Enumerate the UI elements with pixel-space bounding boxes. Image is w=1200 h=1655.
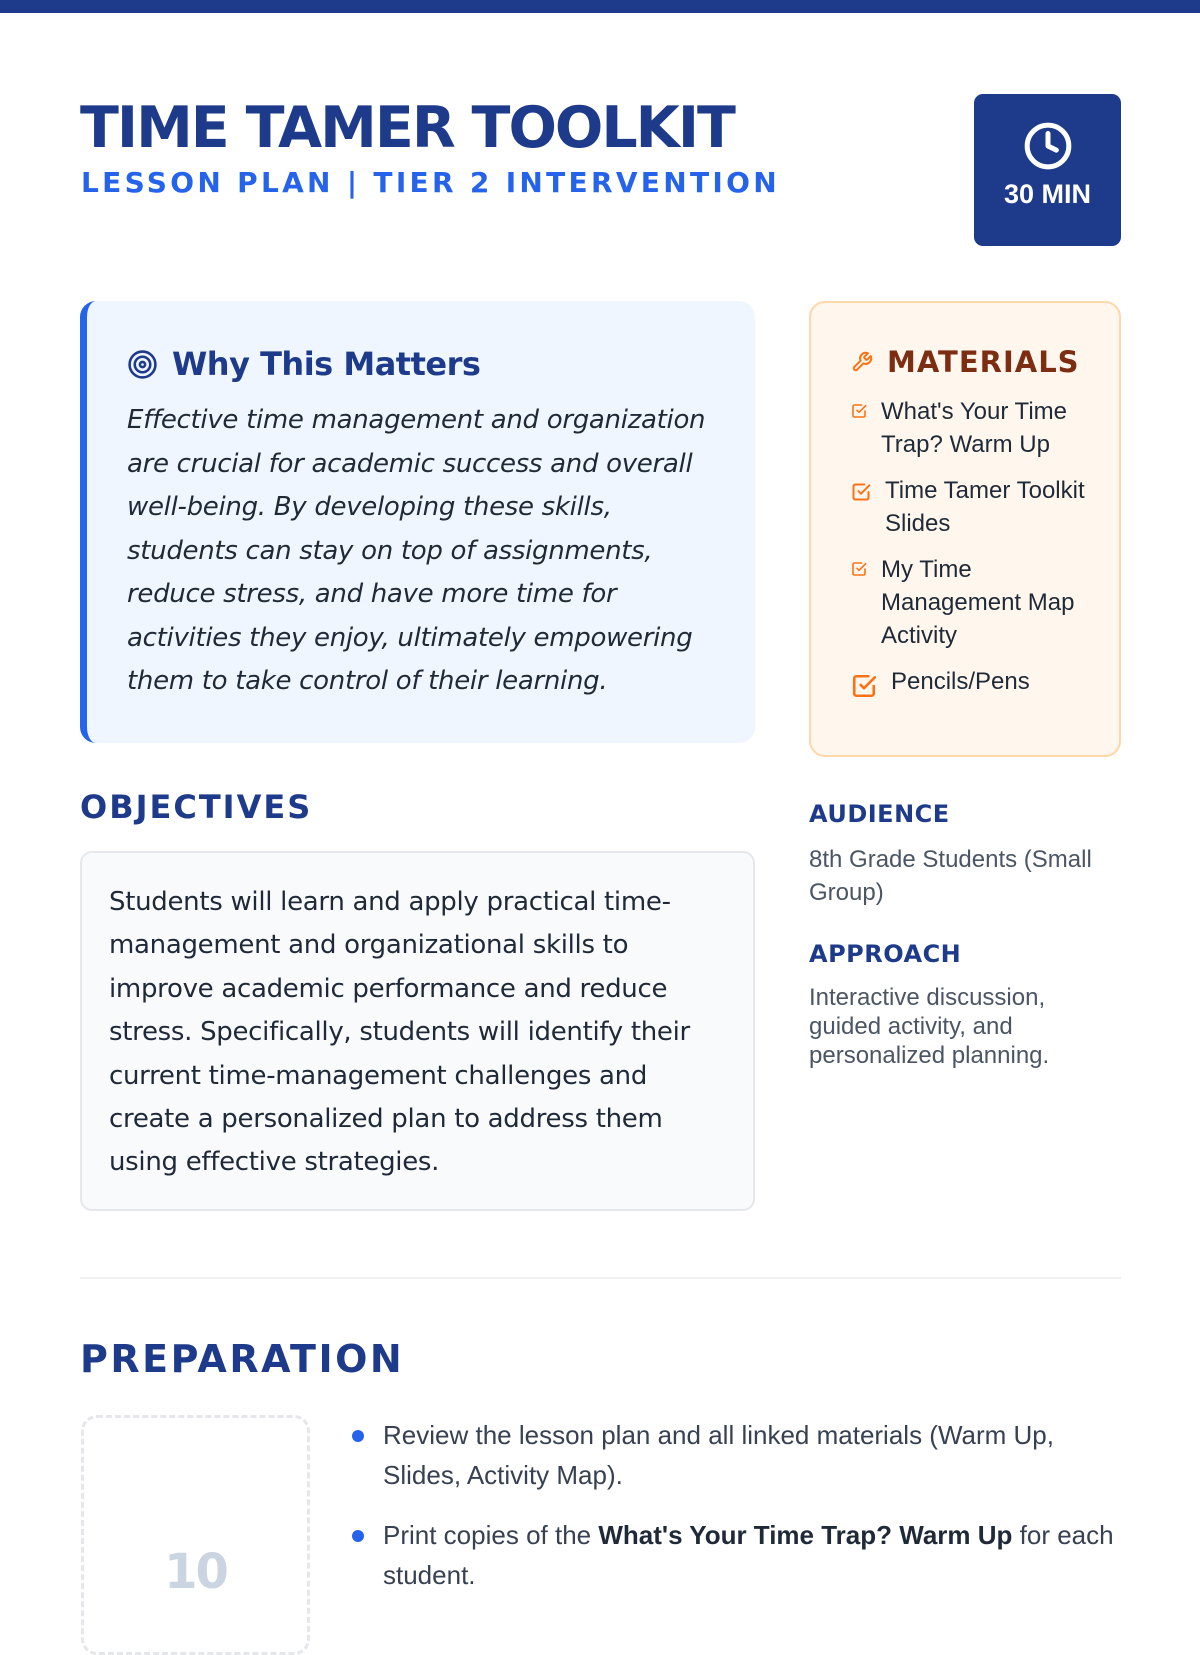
material-label: Time Tamer Toolkit Slides — [885, 477, 1085, 537]
materials-list — [851, 395, 1099, 699]
material-label: Pencils/Pens — [891, 668, 1030, 695]
material-label: What's Your Time Trap? Warm Up — [881, 398, 1067, 458]
section-divider — [80, 1277, 1121, 1279]
why-this-matters-card — [80, 301, 755, 743]
preparation-heading: PREPARATION — [80, 1337, 405, 1381]
preparation-text: Print copies of the What's Your Time Trap? Warm Up for each student. — [383, 1520, 1114, 1590]
objectives-text: Students will learn and apply practical time-management and organizational skills to improve academic performance and reduce stress. Specifically, students will identify their current time-management challenges and create a personalized plan to address them using effective strategies. — [109, 887, 690, 1178]
checkbox-icon — [851, 482, 871, 502]
checkbox-icon — [851, 673, 877, 699]
approach-heading: APPROACH — [809, 940, 962, 968]
checkbox-icon — [851, 561, 867, 577]
preparation-text: Review the lesson plan and all linked materials (Warm Up, Slides, Activity Map). — [383, 1420, 1054, 1490]
bullet — [352, 1430, 364, 1442]
list-item — [350, 1415, 1120, 1495]
page-title: TIME TAMER TOOLKIT — [80, 95, 734, 161]
duration-label: 30 MIN — [1003, 179, 1092, 209]
audience-text: 8th Grade Students (Small Group) — [809, 846, 1092, 906]
target-icon — [127, 349, 158, 380]
approach-text: Interactive discussion, guided activity, and personalized planning. — [809, 984, 1050, 1069]
preparation-minutes-card — [81, 1415, 310, 1655]
preparation-minutes: 10 — [164, 1544, 227, 1600]
clock-icon — [1023, 121, 1073, 171]
why-title: Why This Matters — [172, 345, 481, 383]
list-item — [851, 395, 1099, 461]
why-body-text: Effective time management and organization are crucial for academic success and overall well-being. By developing these skills, students can stay on top of assignments, reduce stress, and have more time for activities they enjoy, ultimately empowering them to take control of their learning. — [127, 405, 706, 696]
material-label: My Time Management Map Activity — [881, 556, 1075, 649]
bullet — [352, 1530, 364, 1542]
list-item — [350, 1515, 1120, 1595]
audience-heading: AUDIENCE — [809, 800, 950, 828]
duration-badge — [974, 94, 1121, 246]
page-subtitle: LESSON PLAN | TIER 2 INTERVENTION — [81, 166, 780, 199]
list-item — [851, 553, 1099, 652]
list-item — [851, 474, 1099, 540]
materials-title: MATERIALS — [887, 345, 1080, 379]
list-item — [851, 665, 1099, 699]
materials-card — [809, 301, 1121, 757]
preparation-bold: What's Your Time Trap? Warm Up — [598, 1520, 1013, 1550]
objectives-card — [80, 851, 755, 1211]
preparation-list — [350, 1415, 1120, 1615]
checkbox-icon — [851, 403, 867, 419]
objectives-heading: OBJECTIVES — [80, 788, 313, 826]
wrench-icon — [851, 351, 873, 373]
top-accent-bar — [0, 0, 1200, 13]
